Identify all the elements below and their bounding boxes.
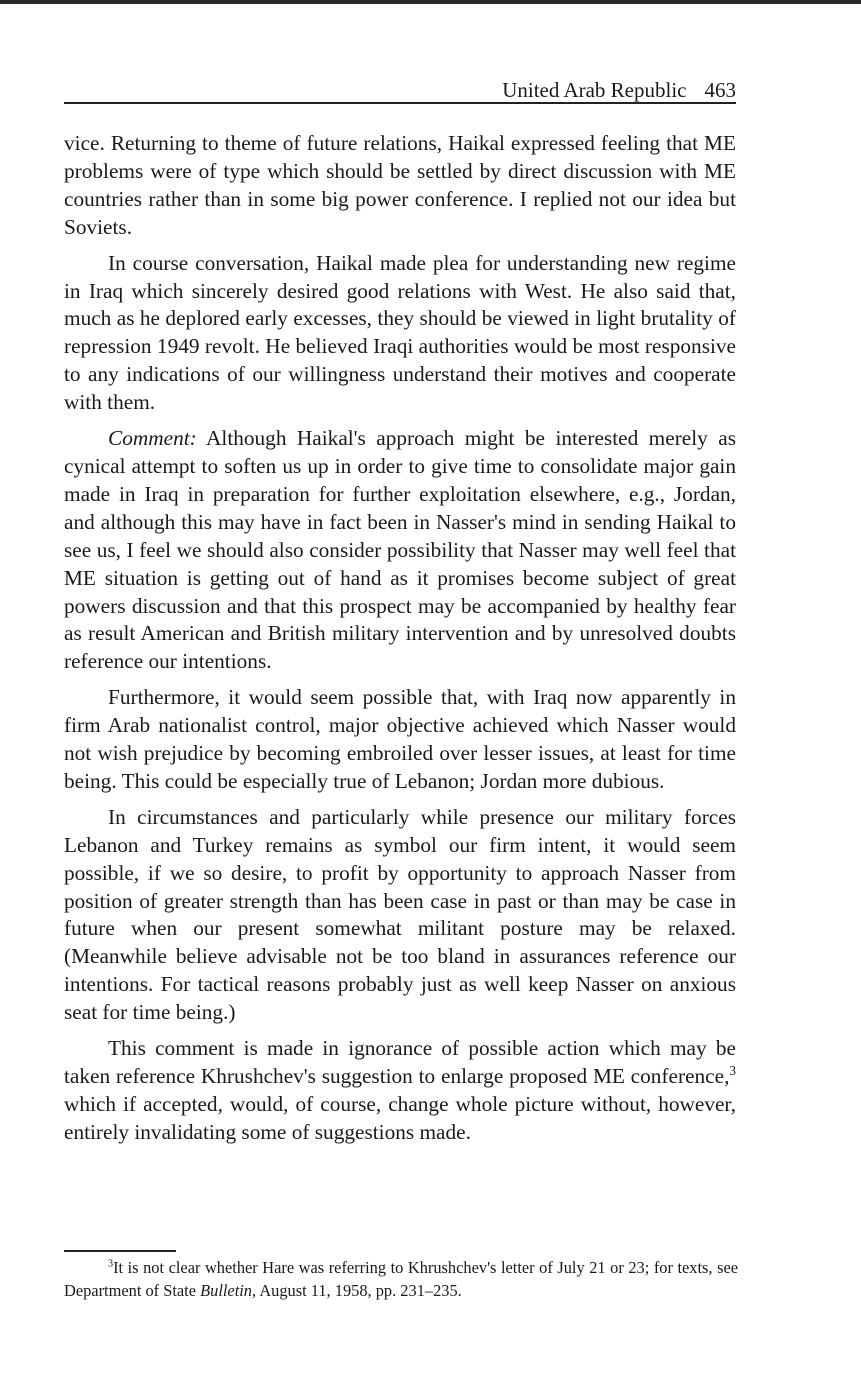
paragraph-2: In course conversation, Haikal made plea for understanding new regime in Iraq which sincerely desired good relations with West. He also said that, much as he deplored early excesses, they should be viewed in light brutality of repression 1949 revolt. He believed Iraqi authorities would be most responsive to any indications of our willingness understand their motives and cooperate with them.: [64, 250, 736, 415]
paragraph-4: Furthermore, it would seem possible that, with Iraq now apparently in firm Arab nationalist control, major objective achieved which Nasser would not wish prejudice by becoming embroiled over lesser issues, at least for time being. This could be especially true of Lebanon; Jordan more dubious.: [64, 685, 736, 793]
footnote-rule: [64, 1250, 176, 1252]
paragraph-3: [64, 425, 736, 676]
paragraph-1: vice. Returning to theme of future relations, Haikal expressed feeling that ME problems were of type which should be settled by direct discussion with ME countries rather than in some big power conference. I replied not our idea but Soviets.: [64, 131, 736, 239]
paragraph-6: [64, 1035, 736, 1147]
running-title: United Arab Republic: [502, 78, 687, 102]
paragraph-5: In circumstances and particularly while presence our military forces Lebanon and Turkey remains as symbol our firm intent, it would seem possible, if we so desire, to profit by opportunity to approach Nasser from position of greater strength than has been case in past or than may be case in future when our present somewhat militant posture may be relaxed. (Meanwhile believe advisable not be too bland in assurances reference our intentions. For tactical reasons probably just as well keep Nasser on anxious seat for time being.): [64, 804, 736, 1025]
header-rule: [64, 102, 736, 104]
running-header: [64, 76, 736, 104]
page-top-border: [0, 0, 861, 4]
paragraph-3-text: Although Haikal's approach might be interested merely as cynical attempt to soften us up in order to give time to consolidate major gain made in Iraq in preparation for further exploitation elsewhere, e.g., Jordan, and although this may have in fact been in Nasser's mind in sending Haikal to see us, I feel we should also consider possibility that Nasser may well feel that ME situation is getting out of hand as it promises become subject of great powers discussion and that this prospect may be accompanied by healthy fear as result American and British military intervention and by unresolved doubts reference our intentions.: [64, 426, 736, 674]
document-body: [64, 130, 736, 1155]
footnote: [64, 1256, 738, 1302]
comment-label: Comment:: [108, 426, 197, 451]
footnote-text-after: August 11, 1958, pp. 231–235.: [259, 1281, 462, 1300]
paragraph-6-text: This comment is made in ignorance of possible action which may be taken reference Khrushchev's suggestion to enlarge proposed ME conference,: [64, 1036, 736, 1088]
footnote-publication: Bulletin,: [200, 1281, 257, 1300]
footnote-reference: 3: [729, 1062, 736, 1078]
page-number: 463: [704, 78, 736, 102]
footnote-number: 3: [108, 1258, 114, 1270]
footnote-text-before: It is not clear whether Hare was referring to Khrushchev's letter of July 21 or 23; for texts, see Department of State: [64, 1258, 738, 1300]
paragraph-6-end: which if accepted, would, of course, change whole picture without, however, entirely invalidating some of suggestions made.: [64, 1091, 736, 1144]
